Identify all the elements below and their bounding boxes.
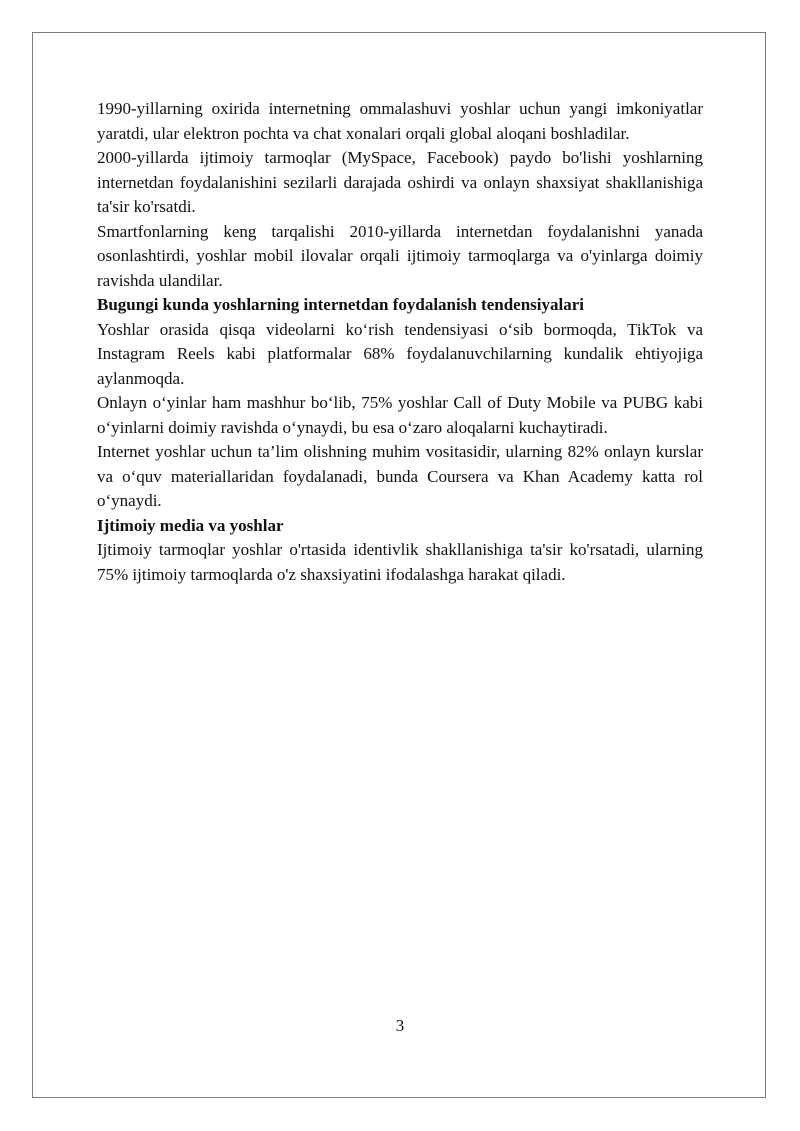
section-heading-trends: Bugungi kunda yoshlarning internetdan foydalanish tendensiyalari: [97, 295, 584, 314]
paragraph-identity: Ijtimoiy tarmoqlar yoshlar o'rtasida identivlik shakllanishiga ta'sir ko'rsatadi, ularning 75% ijtimoiy tarmoqlarda o'z shaxsiyatini ifodalashga harakat qiladi.: [97, 540, 703, 584]
page-number: 3: [395, 1016, 405, 1035]
section-heading-social-media: Ijtimoiy media va yoshlar: [97, 515, 284, 535]
document-body: [97, 97, 703, 587]
paragraph-education: Internet yoshlar uchun ta’lim olishning muhim vositasidir, ularning 82% onlayn kurslar va o‘quv materiallaridan foydalanadi, bunda Coursera va Khan Academy katta rol o‘ynaydi.: [97, 442, 703, 510]
paragraph-2010s: Smartfonlarning keng tarqalishi 2010-yillarda internetdan foydalanishni yanada osonlashtirdi, yoshlar mobil ilovalar orqali ijtimoiy tarmoqlarga va o'yinlarga doimiy ravishda ulandilar.: [97, 221, 703, 290]
paragraph-1990s: 1990-yillarning oxirida internetning ommalashuvi yoshlar uchun yangi imkoniyatlar yaratdi, ular elektron pochta va chat xonalari orqali global aloqani boshladilar.: [97, 99, 703, 143]
paragraph-online-games: Onlayn o‘yinlar ham mashhur bo‘lib, 75% yoshlar Call of Duty Mobile va PUBG kabi o‘yinlarni doimiy ravishda o‘ynaydi, bu esa o‘zaro aloqalarni kuchaytiradi.: [97, 393, 703, 437]
paragraph-short-videos: Yoshlar orasida qisqa videolarni ko‘rish tendensiyasi o‘sib bormoqda, TikTok va Instagram Reels kabi platformalar 68% foydalanuvchilarning kundalik ehtiyojiga aylanmoqda.: [97, 319, 703, 388]
paragraph-2000s: 2000-yillarda ijtimoiy tarmoqlar (MySpace, Facebook) paydo bo'lishi yoshlarning internetdan foydalanishini sezilarli darajada oshirdi va onlayn shaxsiyat shakllanishiga ta'sir ko'rsatdi.: [97, 148, 703, 216]
